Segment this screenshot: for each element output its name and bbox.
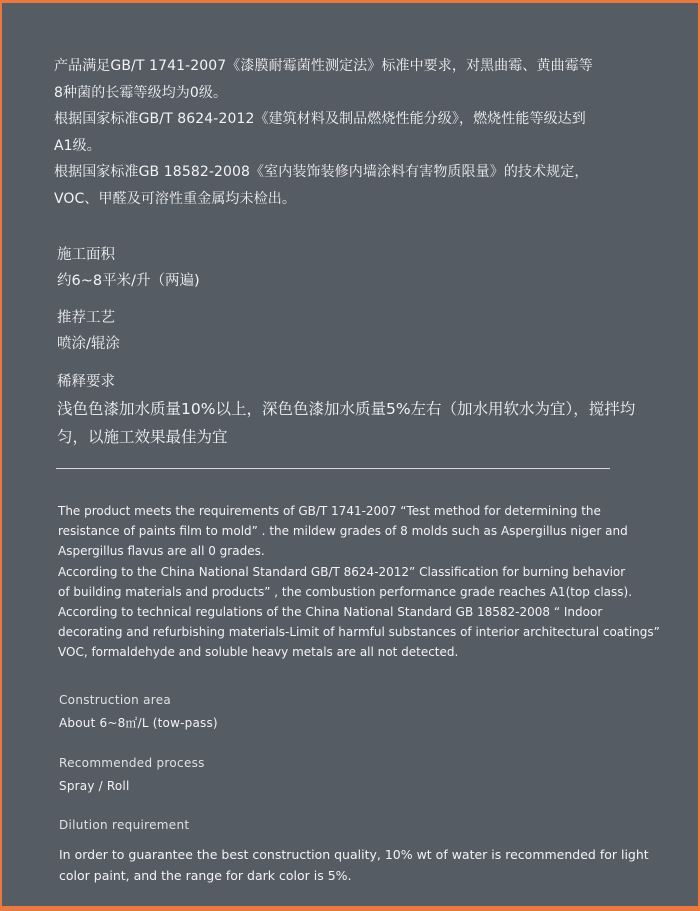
en-construction-area: [59, 690, 659, 733]
cn-intro-line: 根据国家标准GB/T 8624-2012《建筑材料及制品燃烧性能分级》，燃烧性能等级达到: [54, 111, 586, 127]
en-construction-area-value: About 6~8㎡/L (tow-pass): [59, 716, 218, 730]
cn-dilution-requirement: [57, 369, 647, 451]
en-dilution-requirement: [59, 815, 659, 886]
cn-construction-area-value: 约6~8平米/升（两遍): [57, 273, 200, 289]
cn-dilution-requirement-value: 浅色色漆加水质量10%以上，深色色漆加水质量5%左右（加水用软水为宜），搅拌均匀，以施工效果最佳为宜: [57, 400, 636, 446]
en-intro-line: According to technical regulations of the China National Standard GB 18582-2008 “ Indoor: [58, 605, 603, 620]
cn-recommended-process-heading: 推荐工艺: [57, 310, 115, 326]
section-divider: [56, 468, 610, 469]
en-intro-text: [58, 501, 678, 663]
en-intro-line: VOC, formaldehyde and soluble heavy metals are all not detected.: [58, 645, 459, 660]
en-recommended-process-heading: Recommended process: [59, 756, 205, 770]
en-intro-line: Aspergillus flavus are all 0 grades.: [58, 544, 265, 559]
en-intro-line: decorating and refurbishing materials-Limit of harmful substances of interior architectural coatings”: [58, 625, 660, 640]
en-intro-line: resistance of paints film to mold” . the mildew grades of 8 molds such as Aspergillus niger and: [58, 524, 628, 539]
en-dilution-requirement-heading: Dilution requirement: [59, 818, 190, 832]
cn-intro-line: VOC、甲醛及可溶性重金属均未检出。: [54, 190, 296, 207]
cn-construction-area: [57, 242, 647, 294]
cn-recommended-process-value: 喷涂/辊涂: [57, 336, 120, 352]
cn-dilution-requirement-heading: 稀释要求: [57, 374, 115, 390]
en-dilution-requirement-value: In order to guarantee the best construction quality, 10% wt of water is recommended for light color paint, and the range for dark color is 5%.: [59, 847, 649, 883]
en-intro-line: According to the China National Standard GB/T 8624-2012” Classification for burning behavior: [58, 564, 626, 579]
cn-intro-line: 产品满足GB/T 1741-2007《漆膜耐霉菌性测定法》标准中要求，对黑曲霉、黄曲霉等: [54, 58, 593, 74]
cn-intro-line: 8种菌的长霉等级均为0级。: [54, 84, 228, 101]
en-recommended-process: [59, 753, 659, 796]
cn-intro-line: A1级。: [54, 137, 101, 154]
cn-recommended-process: [57, 305, 647, 357]
en-recommended-process-value: Spray / Roll: [59, 779, 130, 793]
cn-construction-area-heading: 施工面积: [57, 247, 115, 263]
en-intro-line: of building materials and products” , the combustion performance grade reaches A1(top class).: [58, 584, 633, 599]
en-intro-line: The product meets the requirements of GB/T 1741-2007 “Test method for determining the: [58, 504, 601, 518]
en-construction-area-heading: Construction area: [59, 693, 172, 707]
cn-intro-text: [54, 53, 644, 212]
cn-intro-line: 根据国家标准GB 18582-2008《室内装饰装修内墙涂料有害物质限量》的技术规定，: [54, 164, 589, 180]
